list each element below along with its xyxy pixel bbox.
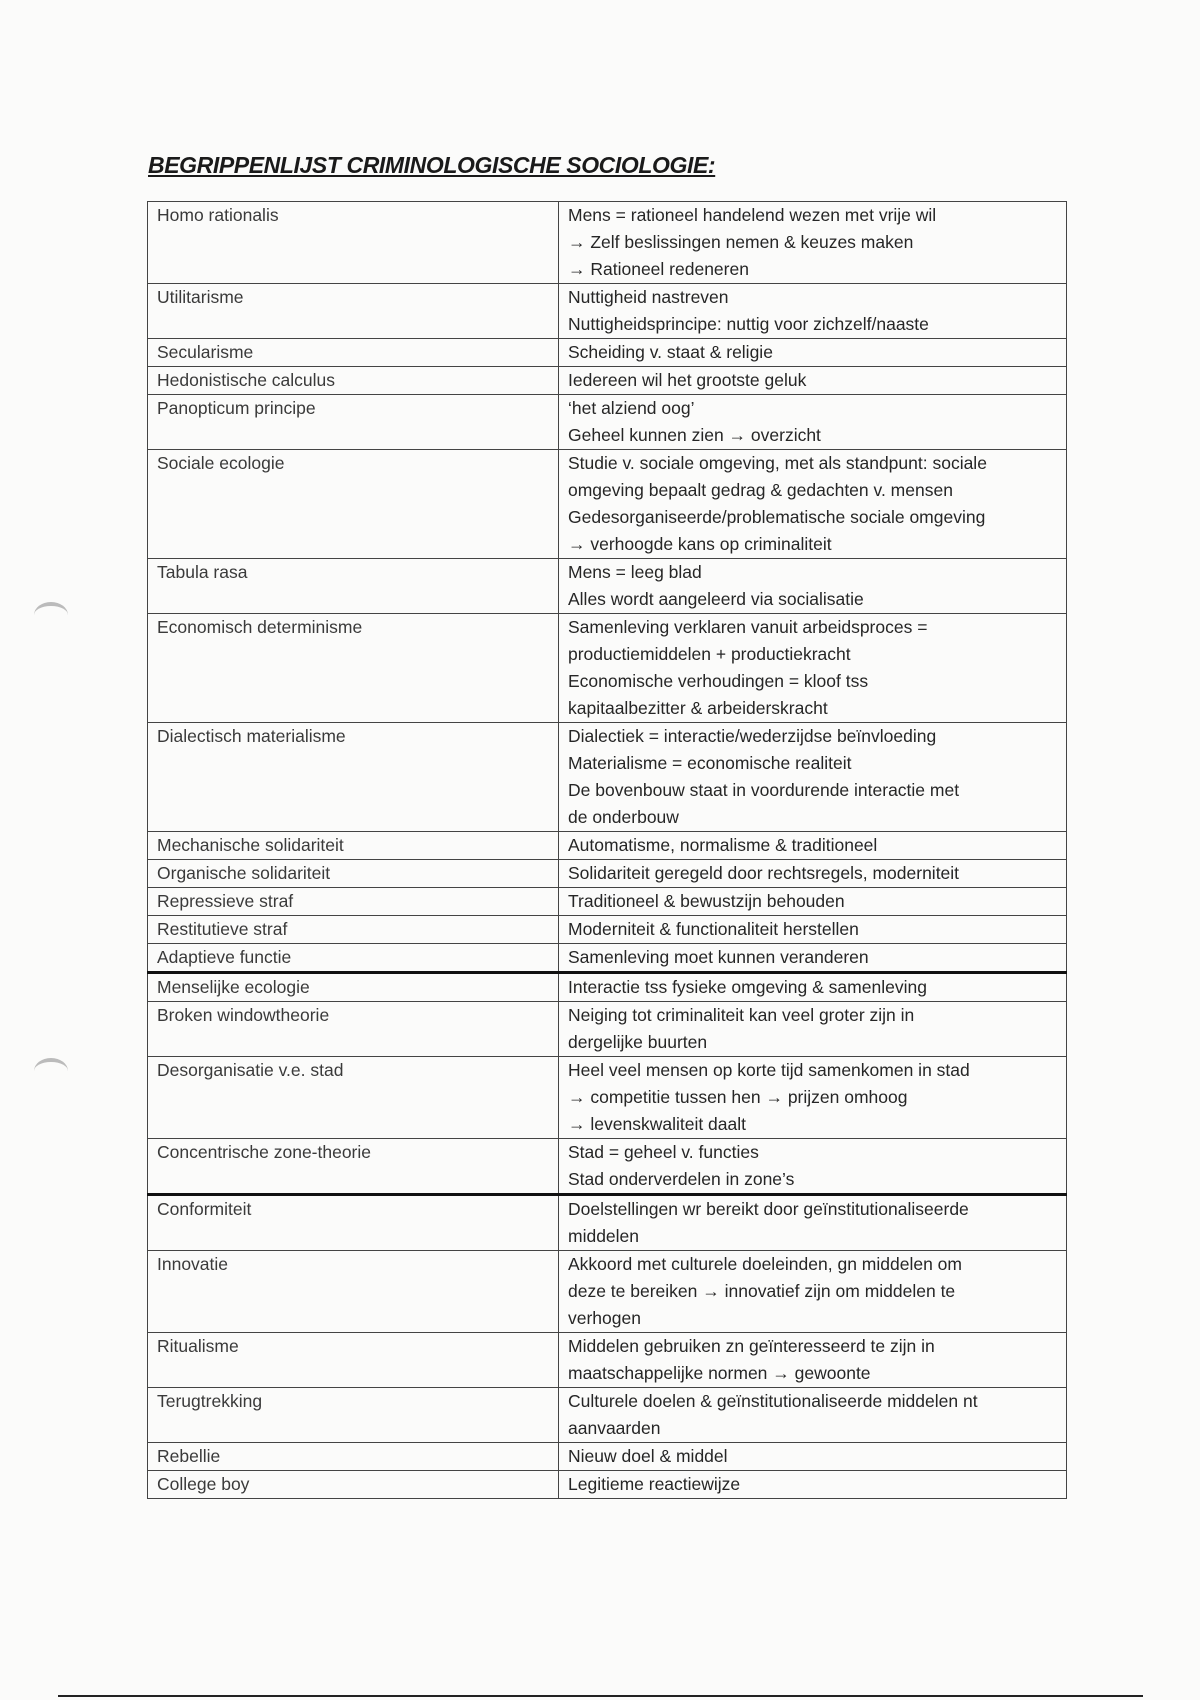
definition-cell xyxy=(559,559,1067,614)
definition-cell xyxy=(559,450,1067,559)
table-row xyxy=(148,339,1067,367)
definition-line: Gedesorganiseerde/problematische sociale omgeving xyxy=(568,507,986,527)
definition-line: Solidariteit geregeld door rechtsregels, moderniteit xyxy=(568,863,960,883)
definition-line: Scheiding v. staat & religie xyxy=(568,342,773,362)
definition-cell xyxy=(559,1251,1067,1333)
definition-cell xyxy=(559,1443,1067,1471)
definition-line: Samenleving moet kunnen veranderen xyxy=(568,947,869,967)
definition-cell xyxy=(559,723,1067,832)
term-cell: Adaptieve functie xyxy=(148,944,559,973)
term-cell: Utilitarisme xyxy=(148,284,559,339)
definition-line: Stad = geheel v. functies xyxy=(568,1142,759,1162)
definition-line: middelen xyxy=(568,1226,640,1246)
definition-cell xyxy=(559,944,1067,973)
page-bottom-rule xyxy=(58,1695,1143,1697)
definition-cell xyxy=(559,1333,1067,1388)
definition-line: Dialectiek = interactie/wederzijdse beïnvloeding xyxy=(568,726,937,746)
term-cell: Tabula rasa xyxy=(148,559,559,614)
punch-hole-bottom xyxy=(34,1058,68,1084)
term-cell: Concentrische zone-theorie xyxy=(148,1139,559,1195)
definition-line: ‘het alziend oog’ xyxy=(568,398,695,418)
definition-line: Middelen gebruiken zn geïnteresseerd te zijn in xyxy=(568,1336,935,1356)
table-row xyxy=(148,1333,1067,1388)
definition-cell xyxy=(559,1388,1067,1443)
definition-line: kapitaalbezitter & arbeiderskracht xyxy=(568,698,828,718)
definition-cell xyxy=(559,1195,1067,1251)
table-row xyxy=(148,559,1067,614)
definition-line: dergelijke buurten xyxy=(568,1032,708,1052)
definition-line: → competitie tussen hen → prijzen omhoog xyxy=(568,1087,908,1107)
term-cell: Panopticum principe xyxy=(148,395,559,450)
definition-cell xyxy=(559,973,1067,1002)
definition-line: Geheel kunnen zien → overzicht xyxy=(568,425,821,445)
term-cell: Ritualisme xyxy=(148,1333,559,1388)
glossary-table xyxy=(147,201,1067,1499)
definition-line: de onderbouw xyxy=(568,807,679,827)
table-row xyxy=(148,202,1067,284)
definition-line: Akkoord met culturele doeleinden, gn middelen om xyxy=(568,1254,962,1274)
definition-line: Interactie tss fysieke omgeving & samenleving xyxy=(568,977,927,997)
definition-line: Legitieme reactiewijze xyxy=(568,1474,741,1494)
definition-cell xyxy=(559,339,1067,367)
table-row xyxy=(148,723,1067,832)
definition-line: → levenskwaliteit daalt xyxy=(568,1114,746,1134)
definition-line: Economische verhoudingen = kloof tss xyxy=(568,671,869,691)
definition-line: Doelstellingen wr bereikt door geïnstitutionaliseerde xyxy=(568,1199,969,1219)
term-cell: Rebellie xyxy=(148,1443,559,1471)
term-cell: Economisch determinisme xyxy=(148,614,559,723)
definition-cell xyxy=(559,202,1067,284)
table-row xyxy=(148,916,1067,944)
definition-cell xyxy=(559,916,1067,944)
term-cell: Hedonistische calculus xyxy=(148,367,559,395)
definition-line: Traditioneel & bewustzijn behouden xyxy=(568,891,845,911)
definition-line: Culturele doelen & geïnstitutionaliseerde middelen nt xyxy=(568,1391,978,1411)
term-cell: Mechanische solidariteit xyxy=(148,832,559,860)
definition-line: deze te bereiken → innovatief zijn om middelen te xyxy=(568,1281,956,1301)
table-row xyxy=(148,1057,1067,1139)
definition-line: Stad onderverdelen in zone’s xyxy=(568,1169,795,1189)
definition-cell xyxy=(559,614,1067,723)
term-cell: Sociale ecologie xyxy=(148,450,559,559)
table-row xyxy=(148,860,1067,888)
table-row xyxy=(148,1139,1067,1195)
term-cell: College boy xyxy=(148,1471,559,1499)
definition-line: maatschappelijke normen → gewoonte xyxy=(568,1363,871,1383)
table-row xyxy=(148,973,1067,1002)
definition-line: → verhoogde kans op criminaliteit xyxy=(568,534,832,554)
table-row xyxy=(148,367,1067,395)
definition-cell xyxy=(559,1057,1067,1139)
definition-cell xyxy=(559,888,1067,916)
table-row xyxy=(148,1388,1067,1443)
definition-cell xyxy=(559,1471,1067,1499)
definition-line: De bovenbouw staat in voordurende interactie met xyxy=(568,780,960,800)
definition-line: Mens = leeg blad xyxy=(568,562,702,582)
definition-line: Automatisme, normalisme & traditioneel xyxy=(568,835,878,855)
term-cell: Restitutieve straf xyxy=(148,916,559,944)
table-row xyxy=(148,1443,1067,1471)
definition-line: Iedereen wil het grootste geluk xyxy=(568,370,807,390)
definition-line: omgeving bepaalt gedrag & gedachten v. mensen xyxy=(568,480,953,500)
definition-line: → Rationeel redeneren xyxy=(568,259,749,279)
definition-cell xyxy=(559,284,1067,339)
term-cell: Conformiteit xyxy=(148,1195,559,1251)
table-row xyxy=(148,450,1067,559)
table-row xyxy=(148,614,1067,723)
definition-cell xyxy=(559,1002,1067,1057)
table-row xyxy=(148,1251,1067,1333)
definition-line: Heel veel mensen op korte tijd samenkomen in stad xyxy=(568,1060,970,1080)
term-cell: Desorganisatie v.e. stad xyxy=(148,1057,559,1139)
definition-line: Studie v. sociale omgeving, met als standpunt: sociale xyxy=(568,453,987,473)
definition-cell xyxy=(559,860,1067,888)
table-row xyxy=(148,395,1067,450)
definition-line: → Zelf beslissingen nemen & keuzes maken xyxy=(568,232,914,252)
term-cell: Dialectisch materialisme xyxy=(148,723,559,832)
definition-line: aanvaarden xyxy=(568,1418,661,1438)
term-cell: Organische solidariteit xyxy=(148,860,559,888)
definition-line: Materialisme = economische realiteit xyxy=(568,753,852,773)
definition-line: Mens = rationeel handelend wezen met vrije wil xyxy=(568,205,937,225)
definition-cell xyxy=(559,1139,1067,1195)
table-row xyxy=(148,1471,1067,1499)
definition-line: Nuttigheid nastreven xyxy=(568,287,729,307)
definition-cell xyxy=(559,367,1067,395)
definition-line: productiemiddelen + productiekracht xyxy=(568,644,851,664)
table-row xyxy=(148,1195,1067,1251)
table-row xyxy=(148,888,1067,916)
term-cell: Terugtrekking xyxy=(148,1388,559,1443)
term-cell: Innovatie xyxy=(148,1251,559,1333)
definition-line: Nieuw doel & middel xyxy=(568,1446,728,1466)
definition-line: Neiging tot criminaliteit kan veel groter zijn in xyxy=(568,1005,915,1025)
table-row xyxy=(148,944,1067,973)
definition-cell xyxy=(559,832,1067,860)
definition-line: Nuttigheidsprincipe: nuttig voor zichzelf/naaste xyxy=(568,314,929,334)
table-row xyxy=(148,832,1067,860)
definition-cell xyxy=(559,395,1067,450)
term-cell: Secularisme xyxy=(148,339,559,367)
term-cell: Broken windowtheorie xyxy=(148,1002,559,1057)
definition-line: Alles wordt aangeleerd via socialisatie xyxy=(568,589,864,609)
term-cell: Menselijke ecologie xyxy=(148,973,559,1002)
definition-line: verhogen xyxy=(568,1308,641,1328)
definition-line: Samenleving verklaren vanuit arbeidsproces = xyxy=(568,617,928,637)
table-row xyxy=(148,284,1067,339)
definition-line: Moderniteit & functionaliteit herstellen xyxy=(568,919,859,939)
punch-hole-top xyxy=(34,602,68,628)
page-title: BEGRIPPENLIJST CRIMINOLOGISCHE SOCIOLOGIE: xyxy=(148,152,716,178)
term-cell: Homo rationalis xyxy=(148,202,559,284)
term-cell: Repressieve straf xyxy=(148,888,559,916)
table-row xyxy=(148,1002,1067,1057)
